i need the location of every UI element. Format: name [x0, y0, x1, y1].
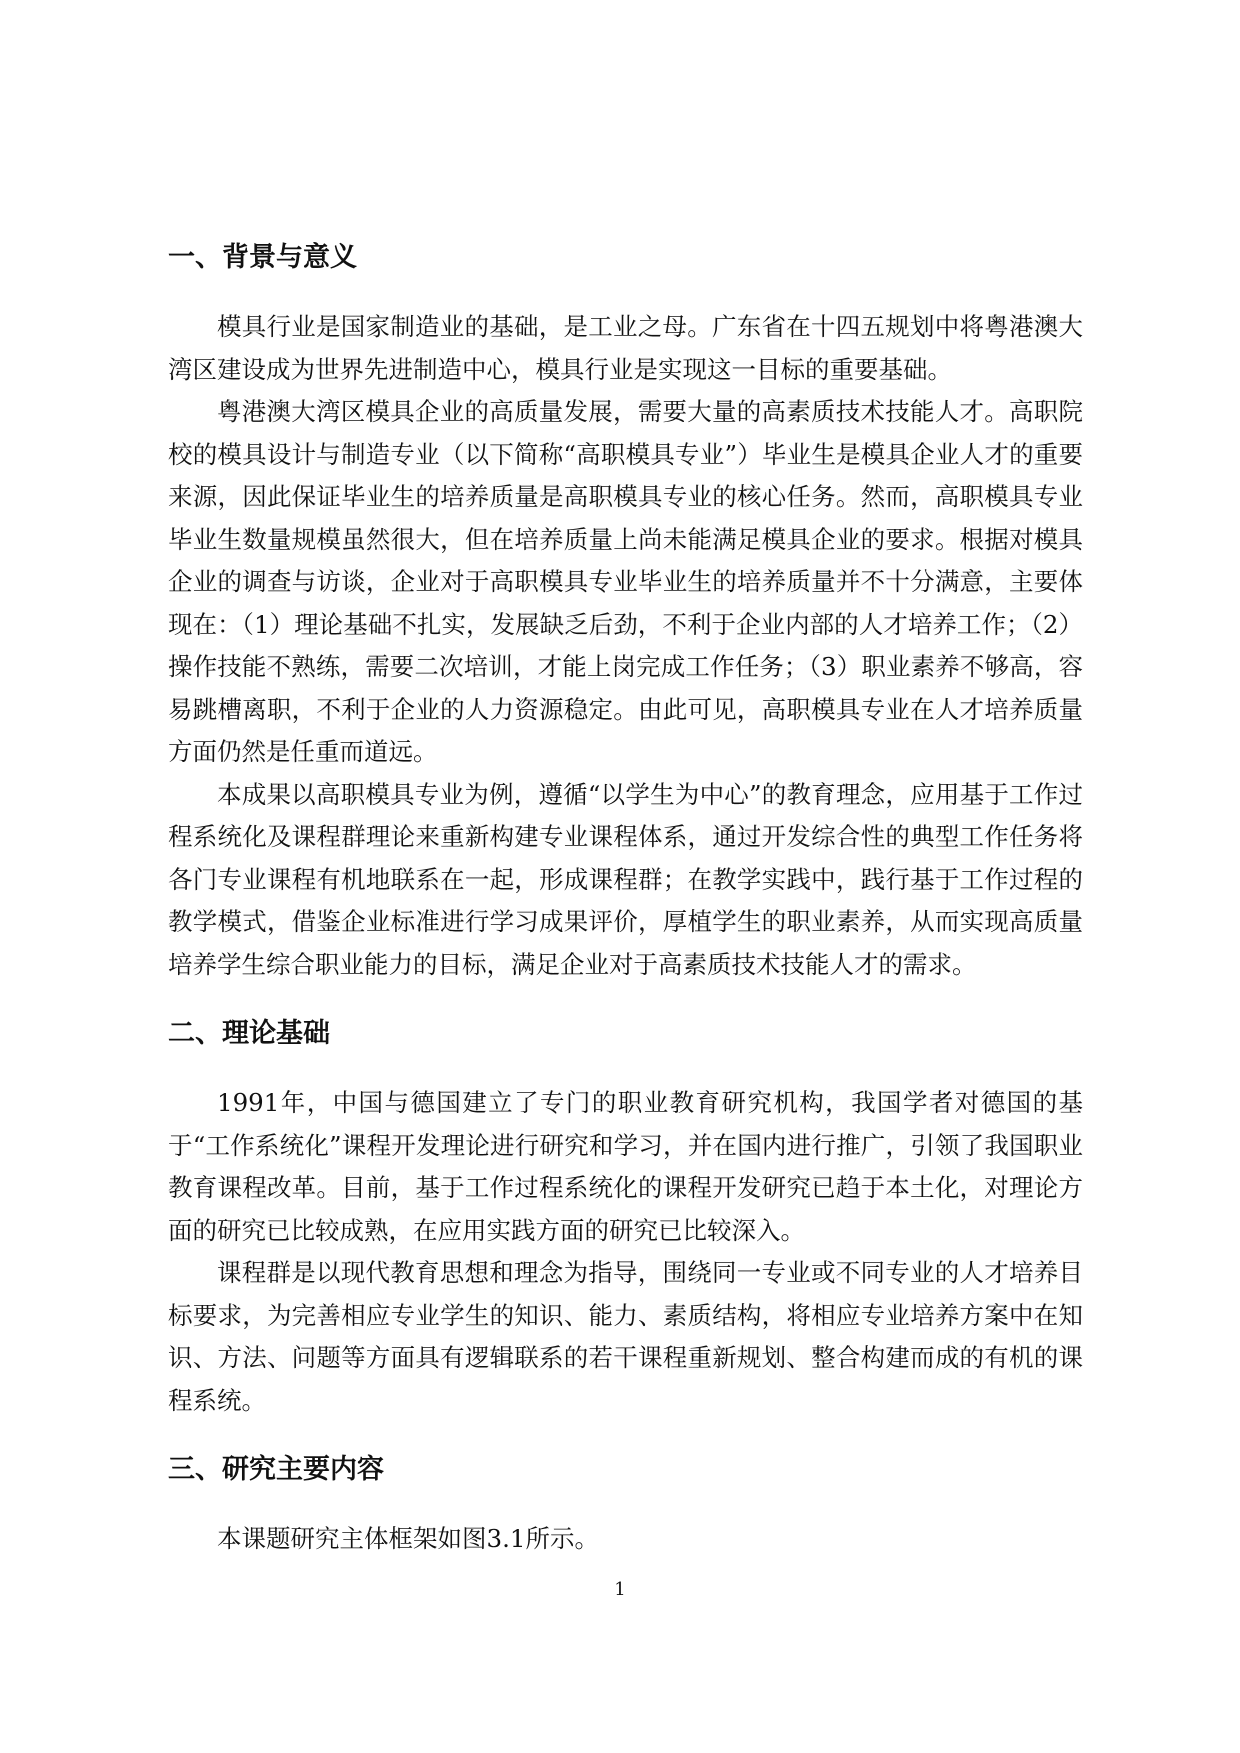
- paragraph: 课程群是以现代教育思想和理念为指导，围绕同一专业或不同专业的人才培养目标要求，为完善相应专业学生的知识、能力、素质结构，将相应专业培养方案中在知识、方法、问题等方面具有逻辑联系的若干课程重新规划、整合构建而成的有机的课程系统。: [168, 1258, 1083, 1415]
- section-heading: 一、背景与意义: [168, 242, 357, 273]
- section-theory: [168, 1014, 1083, 1422]
- paragraph: 本课题研究主体框架如图3.1所示。: [217, 1524, 599, 1553]
- paragraph: 本成果以高职模具专业为例，遵循“以学生为中心”的教育理念，应用基于工作过程系统化及课程群理论来重新构建专业课程体系，通过开发综合性的典型工作任务将各门专业课程有机地联系在一起，形成课程群；在教学实践中，践行基于工作过程的教学模式，借鉴企业标准进行学习成果评价，厚植学生的职业素养，从而实现高质量培养学生综合职业能力的目标，满足企业对于高素质技术技能人才的需求。: [168, 779, 1083, 979]
- section-spacer: [168, 1422, 1083, 1450]
- page-number: 1: [614, 1579, 626, 1600]
- section-heading: 二、理论基础: [168, 1018, 330, 1049]
- section-background: [168, 238, 1083, 986]
- section-heading: 三、研究主要内容: [168, 1454, 384, 1485]
- section-research-content: [168, 1450, 1083, 1561]
- paragraph: 粤港澳大湾区模具企业的高质量发展，需要大量的高素质技术技能人才。高职院校的模具设计与制造专业（以下简称“高职模具专业”）毕业生是模具企业人才的重要来源，因此保证毕业生的培养质量是高职模具专业的核心任务。然而，高职模具专业毕业生数量规模虽然很大，但在培养质量上尚未能满足模具企业的要求。根据对模具企业的调查与访谈，企业对于高职模具专业毕业生的培养质量并不十分满意，主要体现在：（1）理论基础不扎实，发展缺乏后劲，不利于企业内部的人才培养工作；（2）操作技能不熟练，需要二次培训，才能上岗完成工作任务；（3）职业素养不够高，容易跳槽离职，不利于企业的人力资源稳定。由此可见，高职模具专业在人才培养质量方面仍然是任重而道远。: [168, 397, 1083, 766]
- section-spacer: [168, 986, 1083, 1014]
- paragraph: 1991年，中国与德国建立了专门的职业教育研究机构，我国学者对德国的基于“工作系统化”课程开发理论进行研究和学习，并在国内进行推广，引领了我国职业教育课程改革。目前，基于工作过程系统化的课程开发研究已趋于本土化，对理论方面的研究已比较成熟，在应用实践方面的研究已比较深入。: [168, 1088, 1083, 1245]
- paragraph: 模具行业是国家制造业的基础，是工业之母。广东省在十四五规划中将粤港澳大湾区建设成为世界先进制造中心，模具行业是实现这一目标的重要基础。: [168, 312, 1083, 384]
- document-body: [168, 238, 1083, 1561]
